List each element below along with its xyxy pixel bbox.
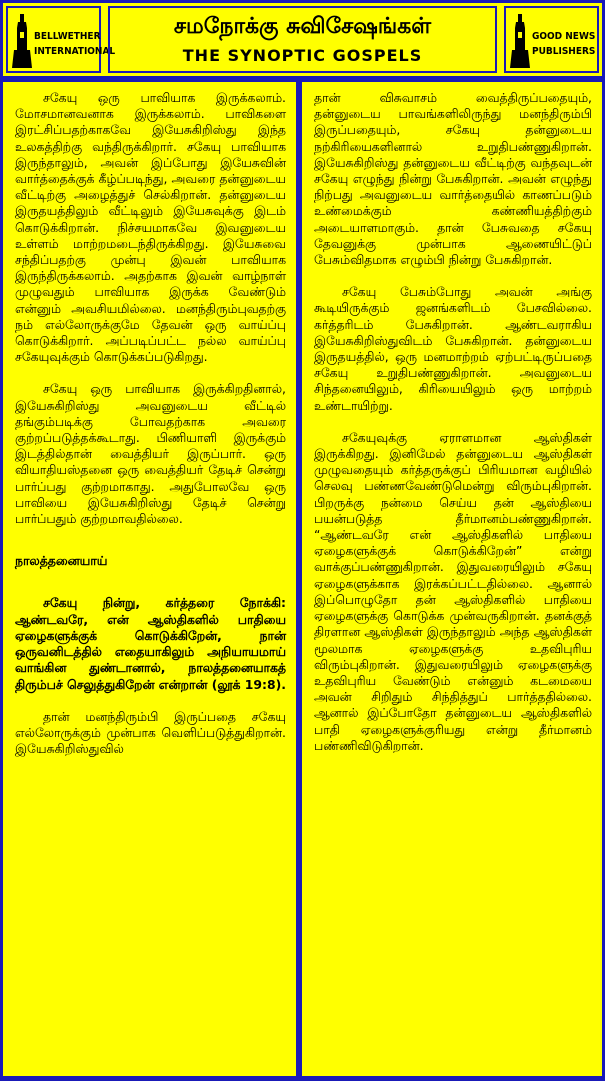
page-title-english: THE SYNOPTIC GOSPELS: [182, 46, 423, 65]
paragraph: சகேயு பேசும்போது அவன் அங்கு கூடியிருக்கும் ஜனங்களிடம் பேசவில்லை. கர்த்தரிடம் பேசுகிறான். ஆண்டவராகிய இயேசுகிறிஸ்துவிடம் பேசுகிறான். தன்னுடைய இருதயத்தில், ஒரு மனமாற்றம் ஏற்பட்டிருப்பதை சகேயு உறுதிபண்ணுகிறான். அவனுடைய சிந்தனையிலும், கிரியையிலும் ஒரு மாற்றம் உண்டாயிற்று.: [314, 284, 592, 413]
tower-icon: [510, 14, 530, 68]
paragraph: தான் மனந்திரும்பி இருப்பதை சகேயு எல்லோருக்கும் முன்பாக வெளிப்படுத்துகிறான். இயேசுகிறிஸ்துவில்: [15, 708, 286, 757]
paragraph: சகேயு ஒரு பாவியாக இருக்கலாம். மோசமானவனாக இருக்கலாம். பாவிகளை இரட்சிப்பதற்காகவே இயேசுகிறிஸ்து இந்த உலகத்திற்கு வந்திருக்கிறார். சகேயு பாவியாக இருந்தாலும், அவன் இப்போது இயேசுவின் வார்த்தைக்குக் கீழ்ப்படிந்து, அவரை தன்னுடைய வீட்டிற்கு அழைத்துச் செல்கிறான். தன்னுடைய இருதயத்திலும் வீட்டிலும் இயேசுவுக்கு இடம் கொடுக்கிறான். நிச்சயமாகவே இவனுடைய உள்ளம் மாற்றமடைந்திருக்கிறது. இயேசுவை சந்திப்பதற்கு முன்பு இவன் பாவியாக இருந்திருக்கலாம். அதற்காக இவன் வாழ்நாள் முழுவதும் பாவியாக இருக்க வேண்டும் என்னும் அவசியமில்லை. மனந்திரும்புவதற்கு நம் எல்லோருக்குமே தேவன் ஒரு வாய்ப்பு கொடுக்கிறார். அப்படிப்பட்ட நல்ல வாய்ப்பு சகேயுவுக்கும் கொடுக்கப்படுகிறது.: [15, 90, 286, 365]
paragraph: சகேயுவுக்கு ஏராளமான ஆஸ்திகள் இருக்கிறது. இனிமேல் தன்னுடைய ஆஸ்திகள் முழுவதையும் கர்த்தருக்குப் பிரியமான வழியில் செலவு பண்ணவேண்டுமென்று விரும்புகிறான். பிறருக்கு நன்மை செய்ய தன் ஆஸ்தியை பயன்படுத்த தீர்மானம்பண்ணுகிறான். “ஆண்டவரே என் ஆஸ்திகளில் பாதியை ஏழைகளுக்குக் கொடுக்கிறேன்” என்று வாக்குப்பண்ணுகிறான். இதுவரையிலும் சகேயு ஏழைகளுக்காக இரக்கப்பட்டதில்லை. ஆனால் இப்பொழுதோ தன் ஆஸ்திகளில் பாதியை ஏழைகளுக்கு கொடுக்க முன்வருகிறான். தனக்குத் திரளான ஆஸ்திகள் இருந்தாலும் அந்த ஆஸ்திகள் மூலமாக ஏழைகளுக்கு உதவிபுரிய விரும்புகிறான். இதுவரையிலும் ஏழைகளுக்கு உதவிபுரிய வேண்டும் என்னும் கடமையை அவன் சிறிதும் சிந்தித்துப் பார்த்ததில்லை. ஆனால் இப்போதோ தன்னுடைய ஆஸ்திகளில் பாதி ஏழைகளுக்குரியது என்று தீர்மானம் பண்ணிவிடுகிறான்.: [314, 429, 592, 753]
header-banner: [3, 3, 602, 76]
bellwether-logo-line2: INTERNATIONAL: [34, 46, 116, 57]
good-news-logo-line1: GOOD NEWS: [532, 31, 596, 42]
bellwether-logo: [6, 6, 116, 73]
bellwether-logo-line1: BELLWETHER: [34, 31, 101, 42]
page-title-tamil: சமநோக்கு சுவிசேஷங்கள்: [173, 14, 432, 39]
title-box: [108, 6, 497, 73]
right-column: [302, 82, 602, 1076]
good-news-logo-line2: PUBLISHERS: [532, 46, 596, 57]
section-heading: நாலத்தனையாய்: [15, 553, 108, 569]
scripture-quote: சகேயு நின்று, கர்த்தரை நோக்கி: ஆண்டவரே, என் ஆஸ்திகளில் பாதியை ஏழைகளுக்குக் கொடுக்கிறேன், நான் ஒருவனிடத்தில் எதையாகிலும் அநியாயமாய் வாங்கின துண்டானால், நாலத்தனையாகத் திரும்பச் செலுத்துகிறேன் என்றான் (லூக் 19:8).: [15, 595, 286, 692]
good-news-logo: [504, 6, 599, 73]
tower-icon: [12, 14, 32, 68]
paragraph: தான் விசுவாசம் வைத்திருப்பதையும், தன்னுடைய பாவங்களிலிருந்து மனந்திரும்பி இருப்பதையும், சகேயு தன்னுடைய நற்கிரியைகளினால் உறுதிபண்ணுகிறான். இயேசுகிறிஸ்து தன்னுடைய வீட்டிற்கு வந்தவுடன் சகேயு எழுந்து நின்று பேசுகிறான். அவன் எழுந்து நிற்பது அவனுடைய வார்த்தையில் காணப்படும் உண்மைக்கும் கண்ணியத்திற்கும் அடையாளமாகும். தான் பேசுவதை சகேயு தேவனுக்கு முன்பாக ஆணையிட்டுப் பேசும்விதமாக எழும்பி நின்று பேசுகிறான்.: [314, 90, 592, 268]
left-column: [3, 82, 296, 1076]
paragraph: சகேயு ஒரு பாவியாக இருக்கிறதினால், இயேசுகிறிஸ்து அவனுடைய வீட்டில் தங்கும்படிக்கு போவதற்காக அவரை குற்றப்படுத்தக்கூடாது. பிணியாளி இருக்கும் இடத்தில்தான் வைத்தியர் இருப்பார். ஒரு வியாதியஸ்தனை ஒரு வைத்தியர் தேடிச் சென்று பார்ப்பது குற்றமாகாது. அதுபோலவே ஒரு பாவியை இயேசுகிறிஸ்து தேடிச் சென்று பார்ப்பதும் குற்றமாவதில்லை.: [15, 381, 286, 527]
